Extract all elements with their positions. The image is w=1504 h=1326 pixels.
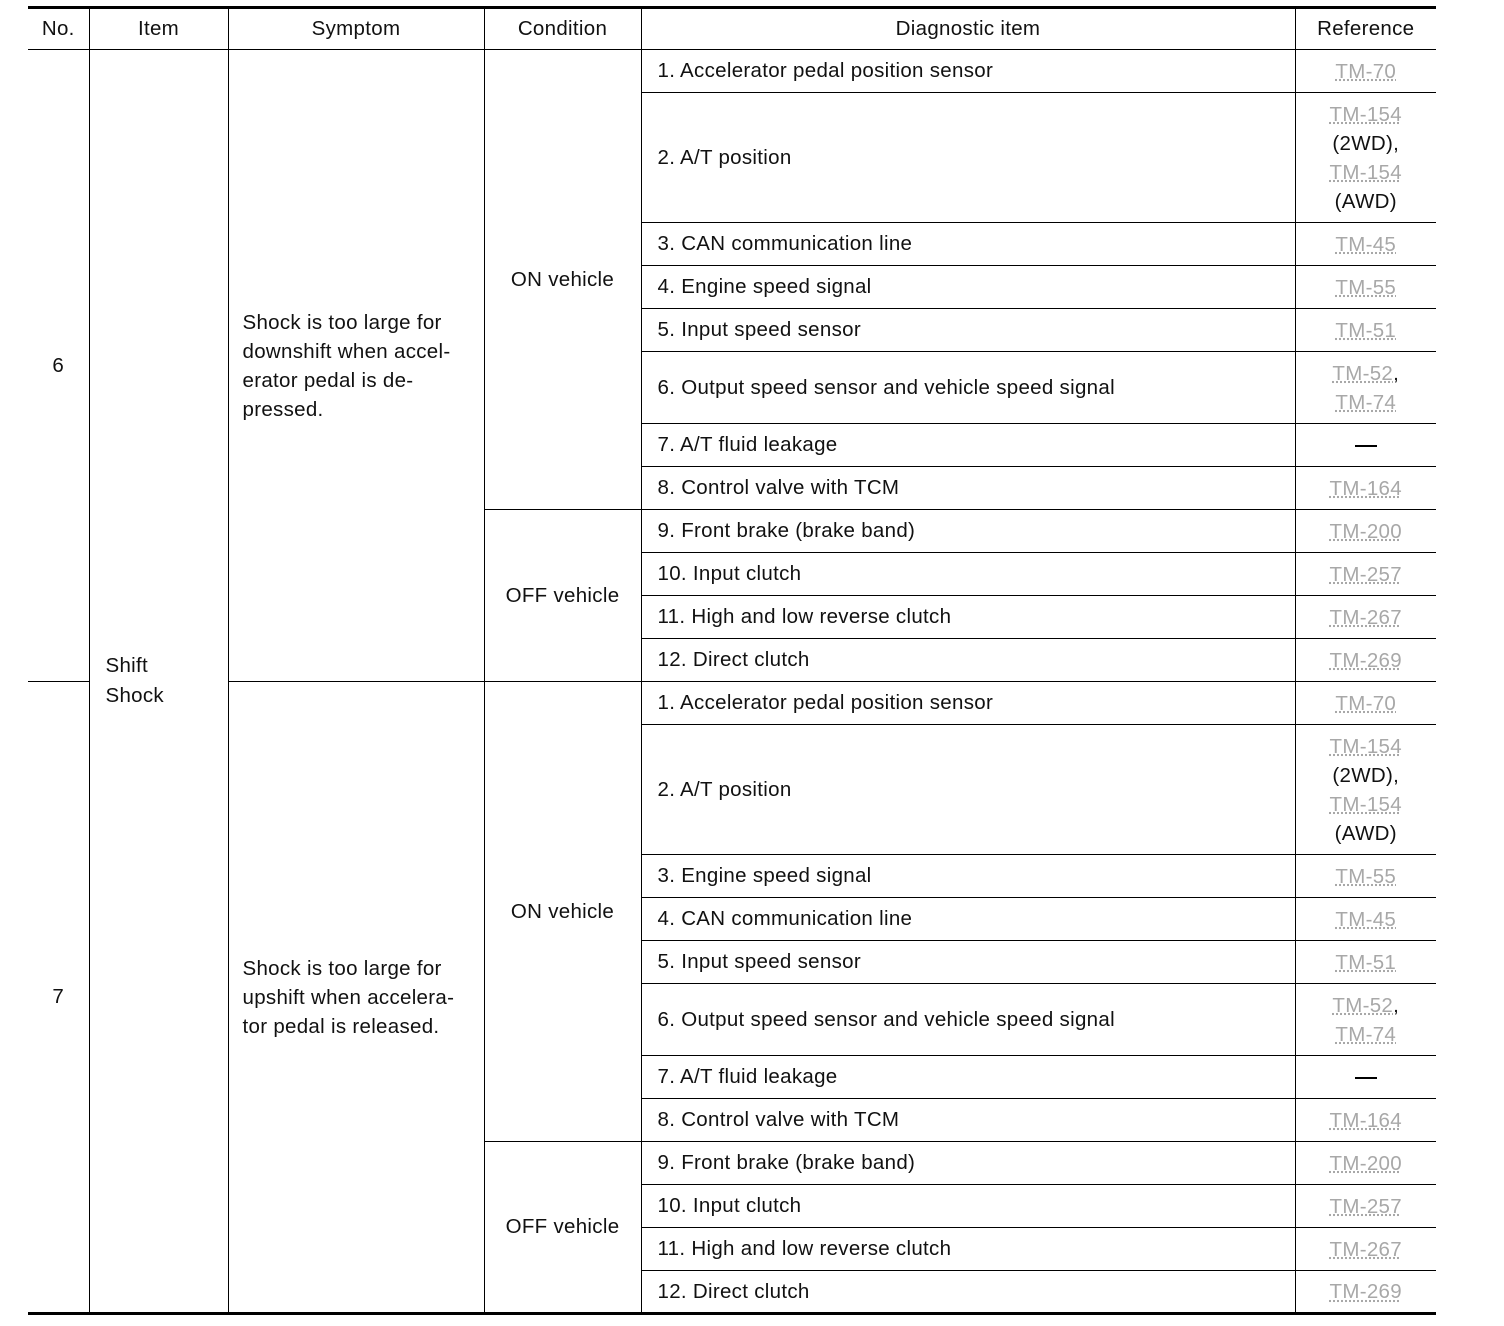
reference-link[interactable]: TM-269 (1329, 1280, 1402, 1303)
reference-link[interactable]: TM-51 (1335, 318, 1397, 342)
reference-cell (1295, 266, 1436, 309)
reference-cell (1295, 898, 1436, 941)
reference-link[interactable]: TM-154 (1329, 160, 1402, 184)
reference-cell (1295, 1056, 1436, 1099)
diagnostic-item: 11. High and low reverse clutch (641, 1228, 1295, 1271)
reference-link[interactable]: TM-200 (1329, 519, 1402, 543)
reference-cell (1295, 510, 1436, 553)
diagnostic-item: 8. Control valve with TCM (641, 1099, 1295, 1142)
diagnostic-item: 10. Input clutch (641, 553, 1295, 596)
item-label-line: Shock (105, 684, 164, 707)
col-header-condition: Condition (484, 8, 641, 50)
reference-link[interactable]: TM-164 (1329, 1108, 1402, 1132)
reference-cell (1295, 725, 1436, 855)
item-label-line: Shift (105, 654, 149, 677)
row-number: 6 (28, 50, 89, 682)
diagnostic-item: 7. A/T fluid leakage (641, 1056, 1295, 1099)
reference-link[interactable]: TM-55 (1335, 275, 1397, 299)
reference-link[interactable]: TM-70 (1335, 59, 1397, 83)
diagnostic-item: 3. Engine speed signal (641, 855, 1295, 898)
reference-link[interactable]: TM-52 (1332, 993, 1394, 1017)
symptom-line: Shock is too large for (242, 956, 442, 980)
reference-cell (1295, 1142, 1436, 1185)
not-applicable-dash (1355, 445, 1377, 447)
col-header-reference: Reference (1295, 8, 1436, 50)
reference-cell (1295, 984, 1436, 1056)
diagnostic-item: 9. Front brake (brake band) (641, 1142, 1295, 1185)
reference-cell (1295, 1185, 1436, 1228)
reference-link[interactable]: TM-164 (1329, 476, 1402, 500)
reference-link[interactable]: TM-74 (1335, 390, 1397, 414)
reference-link[interactable]: TM-267 (1329, 1237, 1402, 1261)
diagnostic-item: 4. Engine speed signal (641, 266, 1295, 309)
reference-cell (1295, 424, 1436, 467)
reference-link[interactable]: TM-74 (1335, 1022, 1397, 1046)
diagnosis-table (28, 6, 1436, 1315)
item-cell (89, 50, 228, 1314)
symptom-cell (228, 682, 484, 1314)
header-row (28, 8, 1436, 50)
reference-link[interactable]: TM-52 (1332, 361, 1394, 385)
reference-note: , (1393, 361, 1400, 385)
diagnostic-item: 6. Output speed sensor and vehicle speed signal (641, 352, 1295, 424)
reference-cell (1295, 639, 1436, 682)
reference-cell (1295, 1271, 1436, 1314)
condition-cell: OFF vehicle (484, 1142, 641, 1314)
symptom-line: Shock is too large for (242, 310, 442, 334)
condition-cell: OFF vehicle (484, 510, 641, 682)
condition-cell: ON vehicle (484, 682, 641, 1142)
reference-note: , (1393, 993, 1400, 1017)
diagnostic-item: 2. A/T position (641, 725, 1295, 855)
diagnostic-item: 11. High and low reverse clutch (641, 596, 1295, 639)
diagnostic-item: 4. CAN communication line (641, 898, 1295, 941)
reference-cell (1295, 1228, 1436, 1271)
reference-link[interactable]: TM-257 (1329, 1194, 1402, 1218)
reference-link[interactable]: TM-154 (1329, 102, 1402, 126)
reference-cell (1295, 309, 1436, 352)
reference-note: (AWD) (1334, 821, 1397, 845)
reference-link[interactable]: TM-45 (1335, 232, 1397, 256)
symptom-line: upshift when accelera- (242, 985, 455, 1009)
reference-link[interactable]: TM-267 (1329, 605, 1402, 629)
diagnostic-item: 3. CAN communication line (641, 223, 1295, 266)
reference-cell (1295, 855, 1436, 898)
diagnostic-item: 6. Output speed sensor and vehicle speed signal (641, 984, 1295, 1056)
row-number: 7 (28, 682, 89, 1314)
reference-link[interactable]: TM-154 (1329, 734, 1402, 758)
table-row (28, 682, 1436, 725)
diagnostic-item: 12. Direct clutch (641, 1271, 1295, 1314)
reference-note: (2WD), (1332, 763, 1400, 787)
reference-cell (1295, 467, 1436, 510)
reference-link[interactable]: TM-269 (1329, 648, 1402, 672)
symptom-line: downshift when accel- (242, 339, 451, 363)
col-header-item: Item (89, 8, 228, 50)
reference-cell (1295, 553, 1436, 596)
reference-link[interactable]: TM-154 (1329, 792, 1402, 816)
reference-note: (2WD), (1332, 131, 1400, 155)
reference-cell (1295, 682, 1436, 725)
diagnostic-item: 1. Accelerator pedal position sensor (641, 50, 1295, 93)
reference-link[interactable]: TM-51 (1335, 950, 1397, 974)
table-row (28, 50, 1436, 93)
reference-cell (1295, 596, 1436, 639)
reference-cell (1295, 1099, 1436, 1142)
col-header-symptom: Symptom (228, 8, 484, 50)
reference-note: (AWD) (1334, 189, 1397, 213)
reference-cell (1295, 93, 1436, 223)
reference-link[interactable]: TM-200 (1329, 1151, 1402, 1175)
diagnostic-item: 9. Front brake (brake band) (641, 510, 1295, 553)
diagnostic-item: 8. Control valve with TCM (641, 467, 1295, 510)
diagnostic-item: 7. A/T fluid leakage (641, 424, 1295, 467)
reference-link[interactable]: TM-70 (1335, 691, 1397, 715)
reference-link[interactable]: TM-55 (1335, 864, 1397, 888)
diagnostic-item: 5. Input speed sensor (641, 309, 1295, 352)
condition-cell: ON vehicle (484, 50, 641, 510)
symptom-line: erator pedal is de- (242, 368, 414, 392)
reference-link[interactable]: TM-45 (1335, 907, 1397, 931)
col-header-diagnostic-item: Diagnostic item (641, 8, 1295, 50)
reference-cell (1295, 941, 1436, 984)
reference-cell (1295, 50, 1436, 93)
diagnostic-item: 5. Input speed sensor (641, 941, 1295, 984)
symptom-line: pressed. (242, 397, 324, 421)
diagnostic-item: 12. Direct clutch (641, 639, 1295, 682)
reference-cell (1295, 223, 1436, 266)
symptom-cell (228, 50, 484, 682)
symptom-line: tor pedal is released. (242, 1014, 440, 1038)
diagnostic-item: 2. A/T position (641, 93, 1295, 223)
diagnostic-item: 10. Input clutch (641, 1185, 1295, 1228)
not-applicable-dash (1355, 1077, 1377, 1079)
reference-cell (1295, 352, 1436, 424)
col-header-no: No. (28, 8, 89, 50)
diagnostic-item: 1. Accelerator pedal position sensor (641, 682, 1295, 725)
reference-link[interactable]: TM-257 (1329, 562, 1402, 586)
